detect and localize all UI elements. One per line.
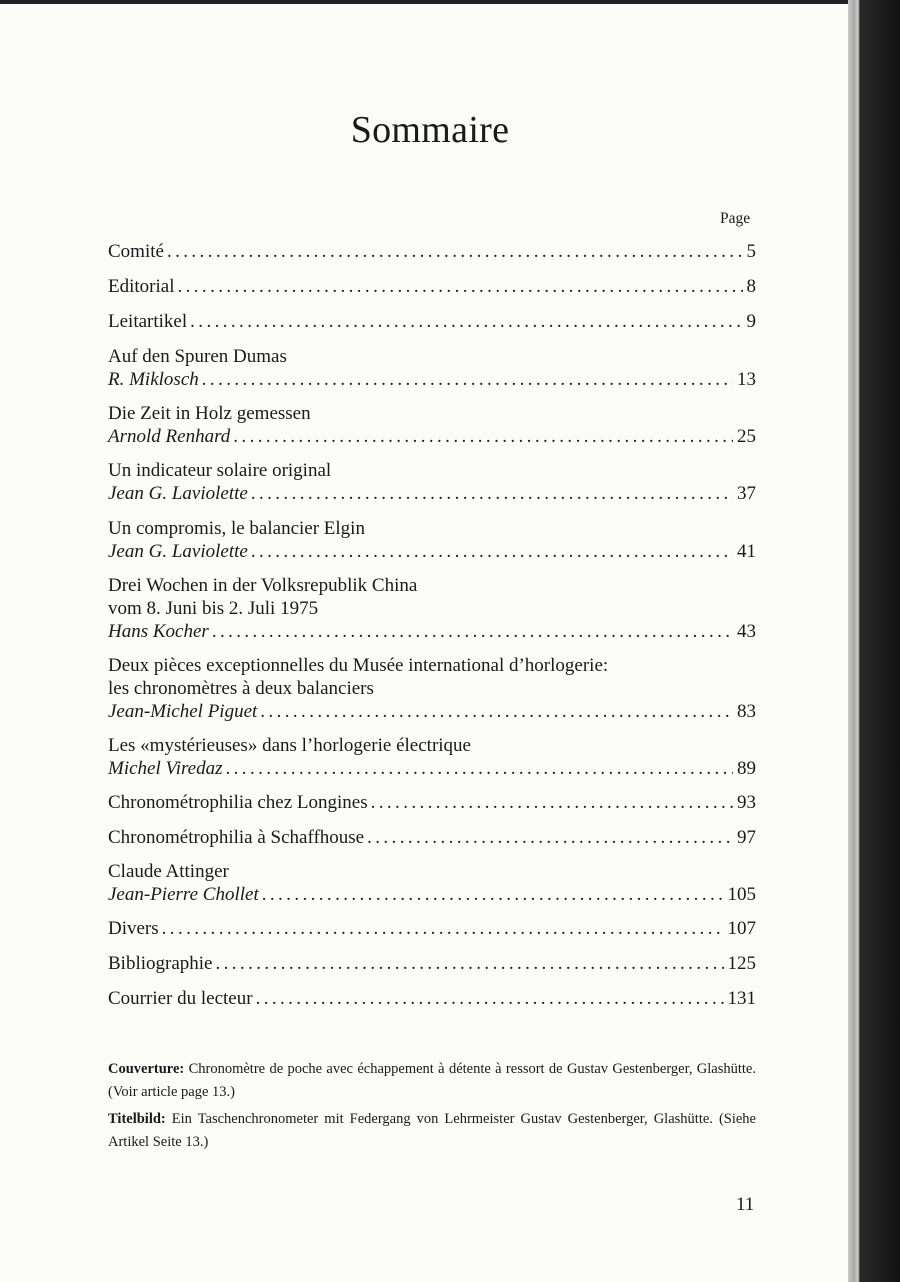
toc-entry-title: Bibliographie — [108, 953, 213, 974]
toc-entry — [108, 917, 756, 940]
toc-entry-author: R. Miklosch — [108, 369, 199, 390]
toc-entry — [108, 310, 756, 333]
toc-entry-author: Jean-Pierre Chollet — [108, 884, 259, 905]
caption-fr — [108, 1058, 756, 1104]
caption-de — [108, 1108, 756, 1154]
leader-dots — [190, 310, 742, 333]
toc-entry-author: Michel Viredaz — [108, 758, 223, 779]
toc-entry-author: Hans Kocher — [108, 621, 209, 642]
caption-text: Ein Taschenchronometer mit Federgang von Lehrmeister Gustav Gestenberger, Glashütte. (Siehe Artikel Seite 13.) — [108, 1111, 756, 1150]
leader-dots — [251, 482, 733, 505]
toc-entry-page: 131 — [727, 988, 756, 1009]
cover-captions — [108, 1058, 756, 1158]
toc-entry — [108, 517, 756, 563]
leader-dots — [233, 425, 733, 448]
toc-entry-page: 43 — [737, 621, 756, 642]
toc-entry-title: Courrier du lecteur — [108, 988, 253, 1009]
leader-dots — [167, 240, 743, 263]
leader-dots — [262, 883, 724, 906]
toc-entry-author: Jean G. Laviolette — [108, 541, 248, 562]
toc-entry-page: 93 — [737, 792, 756, 813]
leader-dots — [202, 368, 733, 391]
toc-entry — [108, 275, 756, 298]
toc-entry-title: Leitartikel — [108, 311, 188, 332]
toc-entry-title: Die Zeit in Holz gemessen — [108, 403, 311, 424]
leader-dots — [226, 757, 734, 780]
toc-entry-title: Un indicateur solaire original — [108, 460, 332, 481]
toc-entry-title: Chronométrophilia chez Longines — [108, 792, 368, 813]
leader-dots — [177, 275, 742, 298]
toc-entry-title: Editorial — [108, 276, 175, 297]
toc-entry-title-line: vom 8. Juni bis 2. Juli 1975 — [108, 598, 319, 619]
toc-entry-page: 25 — [737, 426, 756, 447]
toc-entry-page: 125 — [727, 953, 756, 974]
toc-entry-title: Les «mystérieuses» dans l’horlogerie électrique — [108, 735, 471, 756]
toc-entry — [108, 574, 756, 643]
toc-entry-page: 13 — [737, 369, 756, 390]
toc-entry-title-line: Deux pièces exceptionnelles du Musée international d’horlogerie: — [108, 655, 609, 676]
book-edge — [848, 0, 900, 1282]
caption-label: Couverture: — [108, 1061, 185, 1077]
leader-dots — [371, 791, 733, 814]
toc-entry-page: 8 — [746, 276, 756, 297]
toc-entry-page: 9 — [746, 311, 756, 332]
toc-entry — [108, 654, 756, 723]
page-title: Sommaire — [350, 109, 510, 151]
toc-entry-page: 97 — [737, 827, 756, 848]
toc-entry-title: Un compromis, le balancier Elgin — [108, 518, 365, 539]
toc-entry — [108, 952, 756, 975]
toc-entry — [108, 402, 756, 448]
toc-entry-title-line: Drei Wochen in der Volksrepublik China — [108, 575, 418, 596]
toc-entry — [108, 240, 756, 263]
toc-entry — [108, 987, 756, 1010]
toc-entry-page: 37 — [737, 483, 756, 504]
toc-entry-title-line: les chronomètres à deux balanciers — [108, 678, 374, 699]
toc-entry-title: Auf den Spuren Dumas — [108, 346, 287, 367]
toc-entry — [108, 459, 756, 505]
toc-entry-page: 107 — [727, 918, 756, 939]
leader-dots — [251, 540, 733, 563]
leader-dots — [162, 917, 724, 940]
toc-entry-page: 105 — [727, 884, 756, 905]
toc-entry-title: Divers — [108, 918, 159, 939]
toc-entry — [108, 734, 756, 780]
toc-entry-author: Jean-Michel Piguet — [108, 701, 258, 722]
leader-dots — [256, 987, 724, 1010]
toc-entry-author: Jean G. Laviolette — [108, 483, 248, 504]
toc-entry-page: 5 — [746, 241, 756, 262]
toc-entry-page: 83 — [737, 701, 756, 722]
page-column-label: Page — [720, 210, 751, 227]
page-number: 11 — [736, 1194, 755, 1215]
leader-dots — [260, 700, 733, 723]
leader-dots — [212, 620, 733, 643]
toc-entry-title: Comité — [108, 241, 164, 262]
caption-text: Chronomètre de poche avec échappement à détente à ressort de Gustav Gestenberger, Glashütte. (Voir article page 13.) — [108, 1061, 756, 1100]
toc-entry-author: Arnold Renhard — [108, 426, 231, 447]
leader-dots — [367, 826, 733, 849]
toc-entry — [108, 791, 756, 814]
toc-entry-page: 89 — [737, 758, 756, 779]
caption-label: Titelbild: — [108, 1111, 166, 1127]
toc-entry — [108, 826, 756, 849]
toc-entry-page: 41 — [737, 541, 756, 562]
document-page — [0, 4, 848, 1282]
toc-entry-title: Chronométrophilia à Schaffhouse — [108, 827, 365, 848]
toc-entry-title: Claude Attinger — [108, 861, 229, 882]
toc-entry — [108, 345, 756, 391]
leader-dots — [215, 952, 723, 975]
toc-entry — [108, 860, 756, 906]
